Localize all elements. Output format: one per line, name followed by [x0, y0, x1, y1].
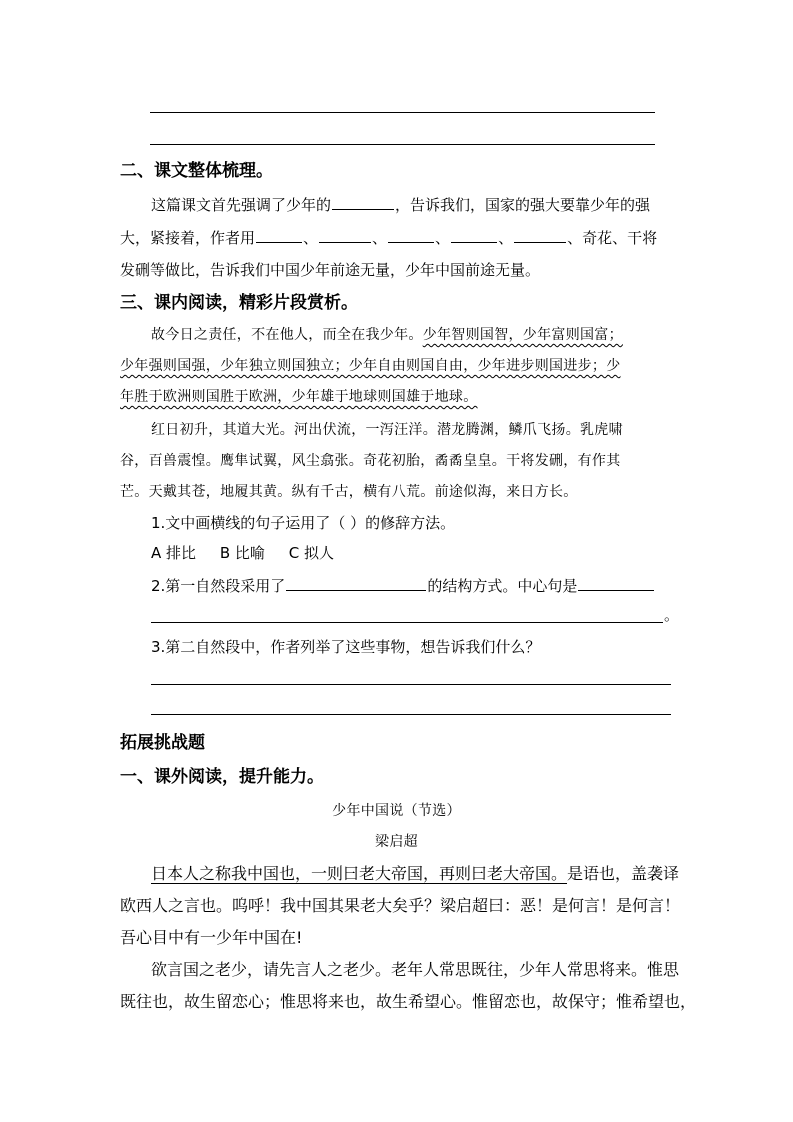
fill-blank[interactable]: [578, 576, 654, 591]
paragraph-line: 这篇课文首先强调了少年的 ，告诉我们，国家的强大要靠少年的强: [151, 196, 651, 214]
article-line: 欧西人之言也。呜呼！我中国其果老大矣乎？梁启超曰：恶！是何言！是何言！: [120, 896, 681, 915]
answer-line: [150, 144, 655, 145]
article-line: 日本人之称我中国也，一则曰老大帝国，再则曰老大帝国。是语也，盖袭译: [151, 864, 680, 883]
paragraph-line: 发硎等做比，告诉我们中国少年前途无量，少年中国前途无量。: [120, 261, 541, 279]
wavy-underline-text: 年胜于欧洲则国胜于欧洲，少年雄于地球则国雄于地球。: [120, 389, 478, 405]
article-line: 既往也，故生留恋心；惟思将来也，故生希望心。惟留恋也，故保守；惟希望也，: [120, 992, 697, 1011]
fill-blank[interactable]: [451, 228, 497, 243]
fill-blank[interactable]: [332, 195, 394, 210]
question-2: 2.第一自然段采用了 的结构方式。中心句是: [151, 576, 655, 596]
wavy-underline-text: 少年智则国智，少年富则国富；: [422, 327, 623, 343]
question-1: 1.文中画横线的句子运用了（ ）的修辞方法。: [151, 514, 456, 532]
answer-line[interactable]: [151, 622, 663, 623]
passage-line: 芒。天戴其苍，地履其黄。纵有千古，横有八荒。前途似海，来日方长。: [120, 484, 578, 500]
answer-line[interactable]: [151, 684, 671, 685]
wavy-underline-text: 少年强则国强，少年独立则国独立；少年自由则国自由，少年进步则国进步；少: [120, 358, 621, 374]
fill-blank[interactable]: [286, 576, 426, 591]
section-heading: 二、课文整体梳理。: [120, 161, 273, 181]
section-heading: 三、课内阅读，精彩片段赏析。: [120, 293, 358, 313]
article-line: 欲言国之老少，请先言人之老少。老年人常思既往，少年人常思将来。惟思: [151, 960, 680, 979]
fill-blank[interactable]: [388, 228, 434, 243]
fill-blank[interactable]: [514, 228, 566, 243]
answer-line[interactable]: [151, 714, 671, 715]
answer-line: [150, 112, 655, 113]
section-heading: 一、课外阅读，提升能力。: [120, 767, 324, 787]
underlined-sentence: 日本人之称我中国也，一则曰老大帝国，再则曰老大帝国。: [151, 864, 568, 883]
passage-line: 故今日之责任，不在他人，而全在我少年。少年智则国智，少年富则国富；: [151, 327, 623, 343]
passage-line: 谷，百兽震惶。鹰隼试翼，风尘翕张。奇花初胎，矞矞皇皇。干将发硎，有作其: [120, 453, 621, 469]
paragraph-line: 大，紧接着，作者用 、 、 、 、 、奇花、干将: [120, 229, 658, 247]
article-title: 少年中国说（节选）: [332, 803, 461, 819]
question-1-options: A 排比 B 比喻 C 拟人: [151, 544, 335, 562]
question-3: 3.第二自然段中，作者列举了这些事物，想告诉我们什么？: [151, 638, 541, 656]
passage-line: 红日初升，其道大光。河出伏流，一泻汪洋。潜龙腾渊，鳞爪飞扬。乳虎啸: [151, 422, 623, 438]
fill-blank[interactable]: [319, 228, 371, 243]
extension-title: 拓展挑战题: [120, 733, 205, 753]
article-line: 吾心目中有一少年中国在!: [120, 928, 303, 947]
article-author: 梁启超: [375, 834, 418, 850]
fill-blank[interactable]: [256, 228, 302, 243]
sentence-end-mark: 。: [664, 606, 680, 624]
